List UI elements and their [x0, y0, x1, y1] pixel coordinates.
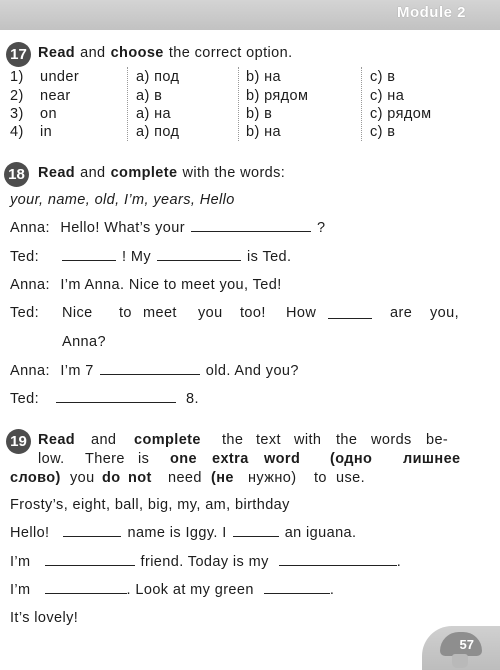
dialogue-line: Ted: 8. — [10, 391, 199, 407]
answer-blank[interactable] — [157, 249, 241, 261]
mushroom-stem-icon — [452, 654, 468, 668]
page-number: 57 — [459, 637, 474, 652]
column-divider — [361, 67, 362, 141]
dialogue-line-continued: Anna? — [62, 334, 106, 350]
dialogue-line: Anna: Hello! What’s your ? — [10, 220, 326, 236]
dialogue-line: Anna: I’m 7 old. And you? — [10, 363, 299, 379]
dialogue-line: Ted: ! My is Ted. — [10, 249, 292, 265]
answer-blank[interactable] — [328, 307, 372, 319]
answer-blank[interactable] — [45, 582, 127, 594]
exercise-18-number: 18 — [4, 162, 29, 187]
exercise-17-number: 17 — [6, 42, 31, 67]
answer-blank[interactable] — [279, 554, 397, 566]
exercise-18-instruction: Read and complete with the words: — [38, 165, 286, 181]
exercise-19-number: 19 — [6, 429, 31, 454]
column-divider — [238, 67, 239, 141]
answer-blank[interactable] — [62, 249, 116, 261]
dialogue-line: Ted: Nice to meet you too! How are you, — [10, 305, 460, 321]
page-header-band — [0, 0, 500, 30]
column-divider — [127, 67, 128, 141]
text-line: Hello! name is Iggy. I an iguana. — [10, 525, 357, 541]
answer-blank[interactable] — [63, 525, 121, 537]
exercise-18-word-bank: your, name, old, I’m, years, Hello — [10, 192, 235, 208]
answer-blank[interactable] — [191, 220, 311, 232]
answer-blank[interactable] — [100, 363, 200, 375]
text-line: I’m friend. Today is my . — [10, 554, 402, 570]
exercise-17-instruction: Read and choose the correct option. — [38, 45, 293, 61]
text-line: I’m . Look at my green . — [10, 582, 335, 598]
dialogue-line: Anna: I’m Anna. Nice to meet you, Ted! — [10, 277, 282, 293]
answer-blank[interactable] — [56, 391, 176, 403]
module-label: Module 2 — [396, 4, 466, 21]
text-line: It’s lovely! — [10, 610, 79, 626]
answer-blank[interactable] — [233, 525, 279, 537]
exercise-19-word-bank: Frosty’s, eight, ball, big, my, am, birthday — [10, 497, 290, 513]
answer-blank[interactable] — [264, 582, 330, 594]
answer-blank[interactable] — [45, 554, 135, 566]
